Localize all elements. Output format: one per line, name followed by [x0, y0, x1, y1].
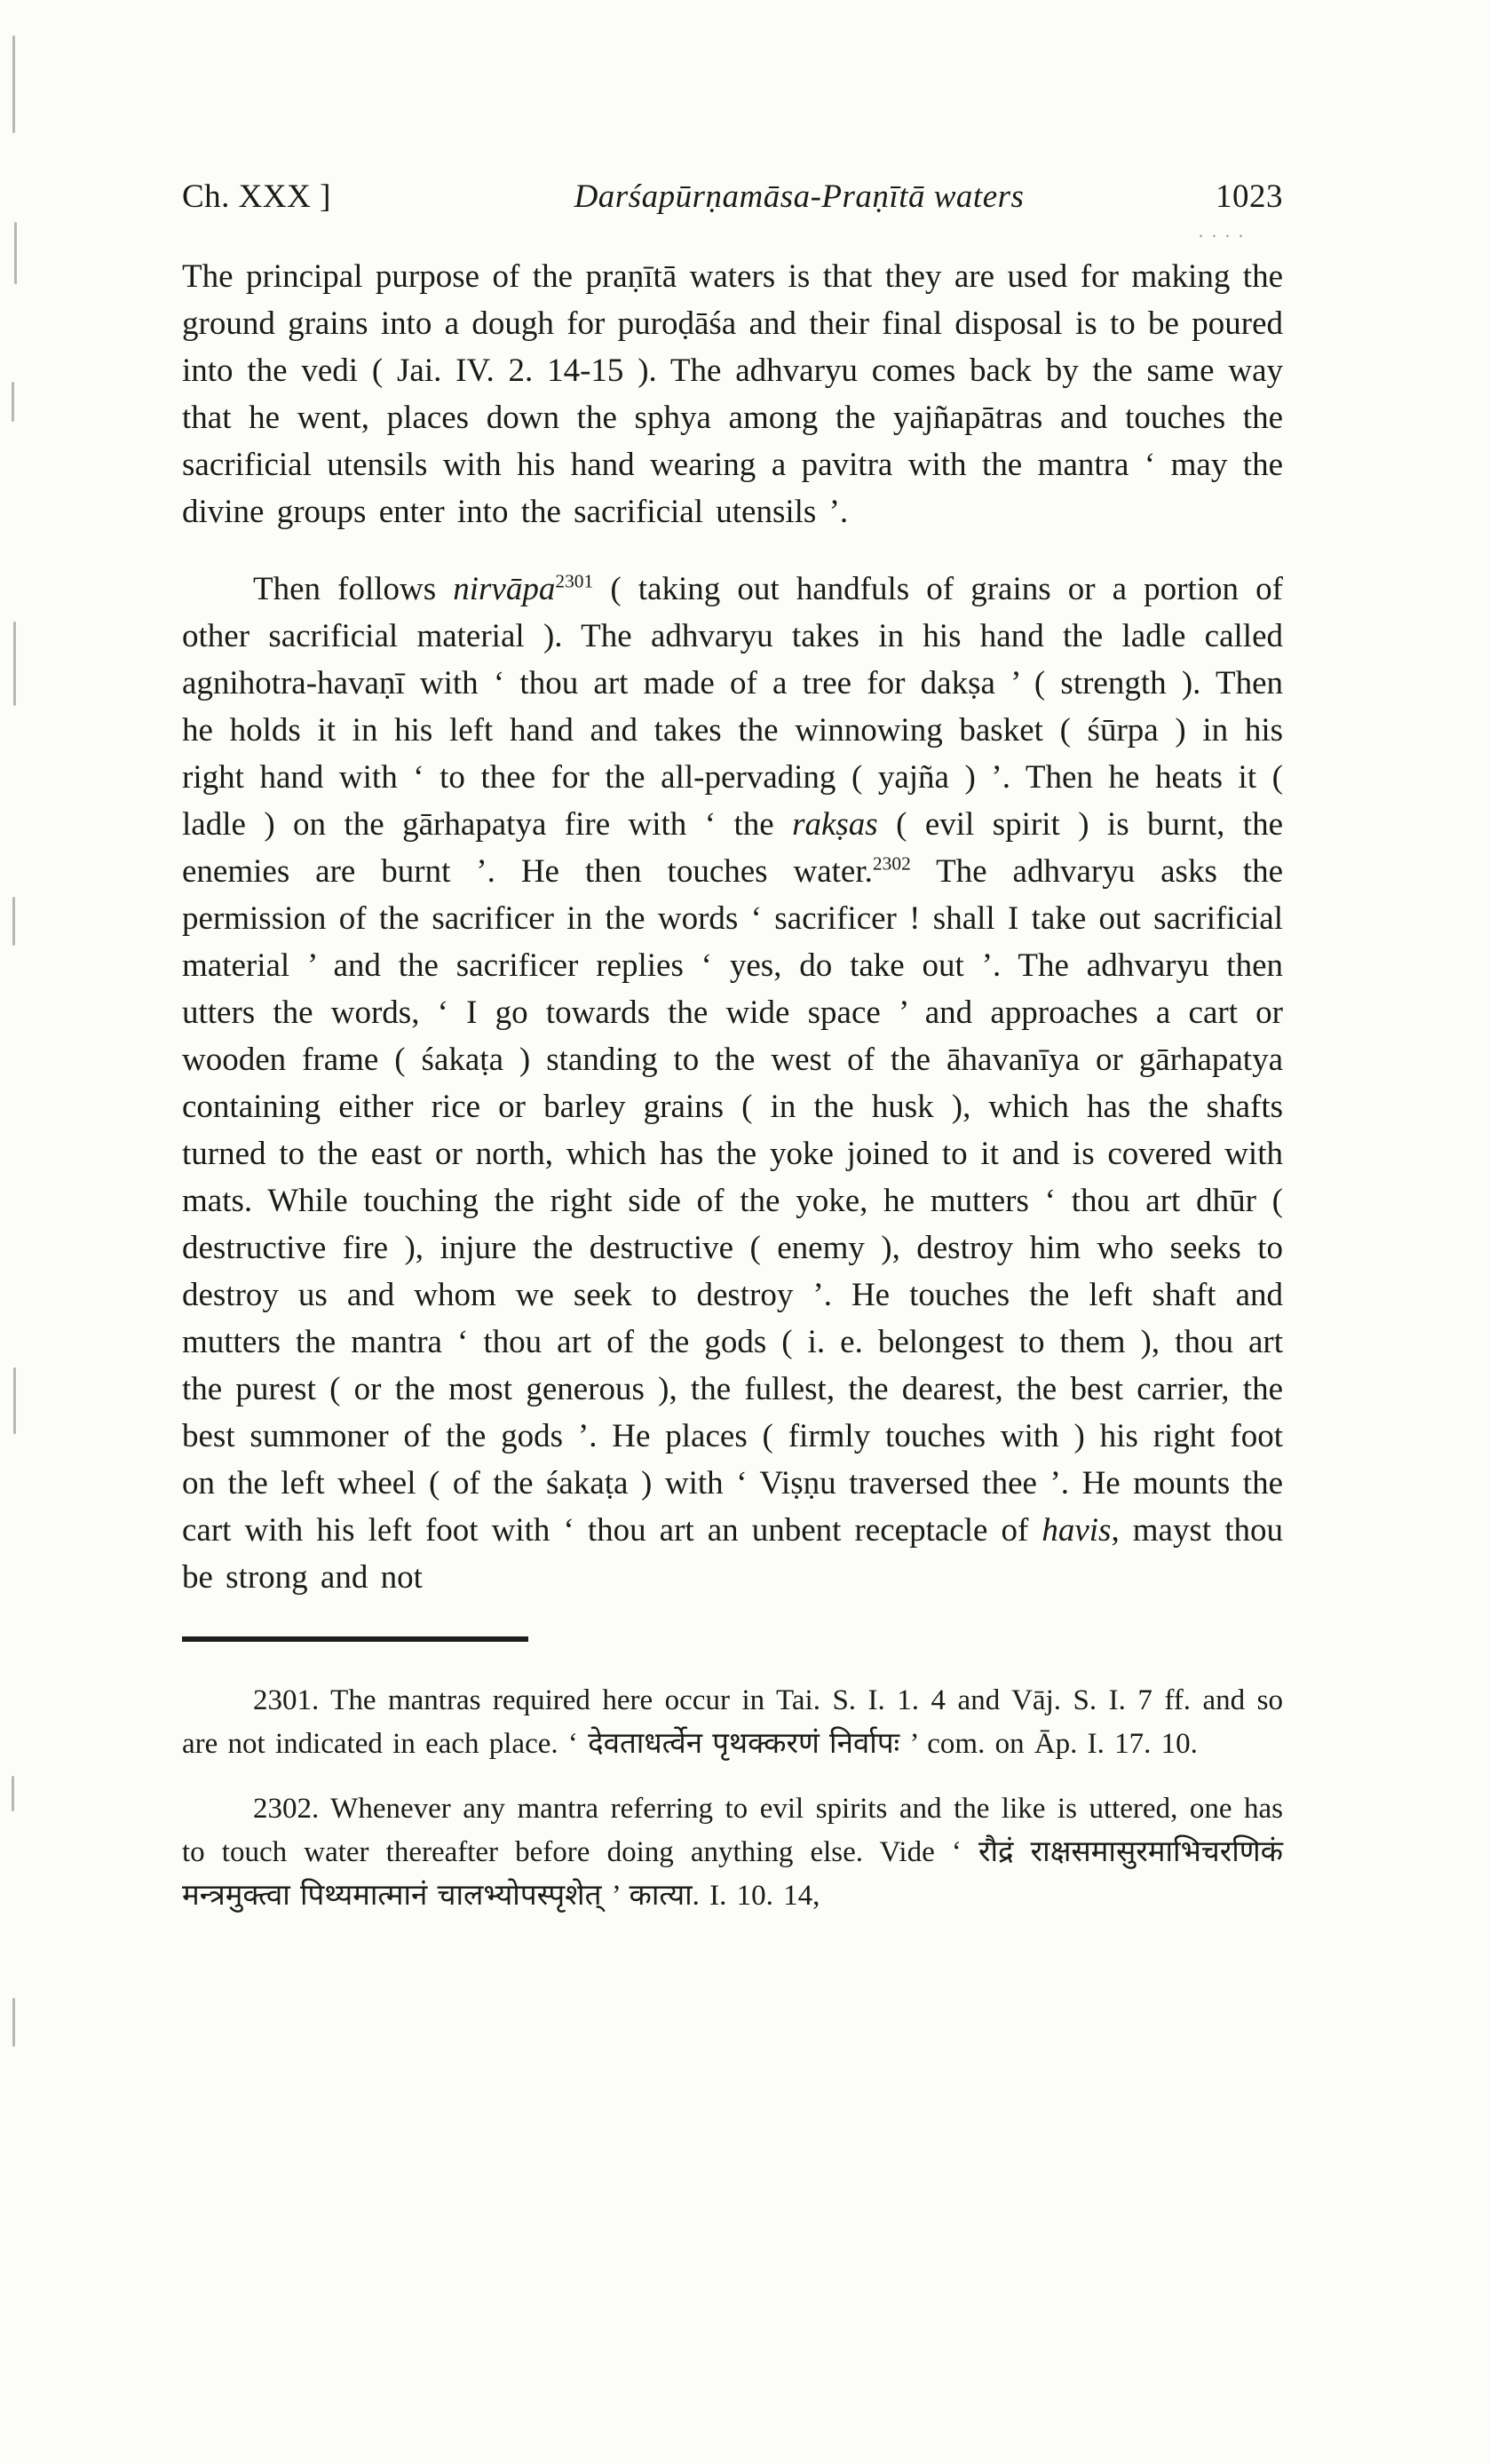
scan-artifact — [12, 1776, 14, 1811]
chapter-label: Ch. XXX ] — [182, 178, 331, 215]
footnote-separator-rule — [182, 1636, 528, 1642]
scan-artifact — [12, 382, 14, 422]
paragraph-1: The principal purpose of the praṇītā waters is that they are used for making the ground grains into a dough for puroḍāśa and their final disposal is to be poured into the vedi ( Jai. IV. 2. 14-15 ). The adhvaryu comes back by the same way that he went, places down the sphya among the yajñapātras and touches the sacrificial utensils with his hand wearing a pavitra with the mantra ‘ may the divine groups enter into the sacrificial utensils ’. — [182, 258, 1283, 530]
scan-artifact — [12, 897, 15, 946]
running-title: Darśapūrṇamāsa-Praṇītā waters — [574, 178, 1025, 215]
running-header — [182, 178, 1283, 216]
scan-artifact — [12, 36, 15, 133]
footnote-2301: 2301. The mantras required here occur in Tai. S. I. 1. 4 and Vāj. S. I. 7 ff. and so are not indicated in each place. ‘ देवताधर्त्वेन पृथक्करणं निर्वापः ’ com. on Āp. I. 17. 10. — [182, 1684, 1283, 1760]
paragraph-2: Then follows nirvāpa$^{2301}$ ( taking out handfuls of grains or a portion of other sacrificial material ). The adhvaryu takes in his hand the ladle called agnihotra-havaṇī with ‘ thou art made of a tree for dakṣa ’ ( strength ). Then he holds it in his left hand and takes the winnowing basket ( śūrpa ) in his right hand with ‘ to thee for the all-pervading ( yajña ) ’. Then he heats it ( ladle ) on the gārhapatya fire with ‘ the rakṣas ( evil spirit ) is burnt, the enemies are burnt ’. He then touches water.$^{2302}$ The adhvaryu asks the permission of the sacrificer in the words ‘ sacrificer ! shall I take out sacrificial material ’ and the sacrificer replies ‘ yes, do take out ’. The adhvaryu then utters the words, ‘ I go towards the wide space ’ and approaches a cart or wooden frame ( śakaṭa ) standing to the west of the āhavanīya or gārhapatya containing either rice or barley grains ( in the husk ), which has the shafts turned to the east or north, which has the yoke joined to it and is covered with mats. While touching the right side of the yoke, he mutters ‘ thou art dhūr ( destructive fire ), injure the destructive ( enemy ), destroy him who seeks to destroy us and whom we seek to destroy ’. He touches the left shaft and mutters the mantra ‘ thou art of the gods ( i. e. belongest to them ), thou art the purest ( or the most generous ), the fullest, the dearest, the best carrier, the best summoner of the gods ’. He places ( firmly touches with ) his right foot on the left wheel ( of the śakaṭa ) with ‘ Viṣṇu traversed thee ’. He mounts the cart with his left foot with ‘ thou art an unbent receptacle of havis, mayst thou be strong and not — [182, 570, 1283, 1596]
scan-artifact — [14, 222, 17, 284]
scan-artifact — [13, 622, 16, 706]
page-number: 1023 — [1216, 178, 1283, 215]
body-text — [182, 253, 1283, 1601]
scan-artifact — [12, 1998, 15, 2047]
scan-artifact — [13, 1367, 16, 1434]
footnote-2302: 2302. Whenever any mantra referring to evil spirits and the like is uttered, one has to touch water thereafter before doing anything else. Vide ‘ रौद्रं राक्षसमासुरमाभिचरणिकं मन्त्रमुक्त्वा पिथ्यमात्मानं चालभ्योपस्पृशेत् ’ कात्या. I. 10. 14, — [182, 1793, 1283, 1912]
text-block — [182, 178, 1283, 1939]
footnotes — [182, 1679, 1283, 1918]
scan-artifact: .... — [1199, 222, 1252, 242]
